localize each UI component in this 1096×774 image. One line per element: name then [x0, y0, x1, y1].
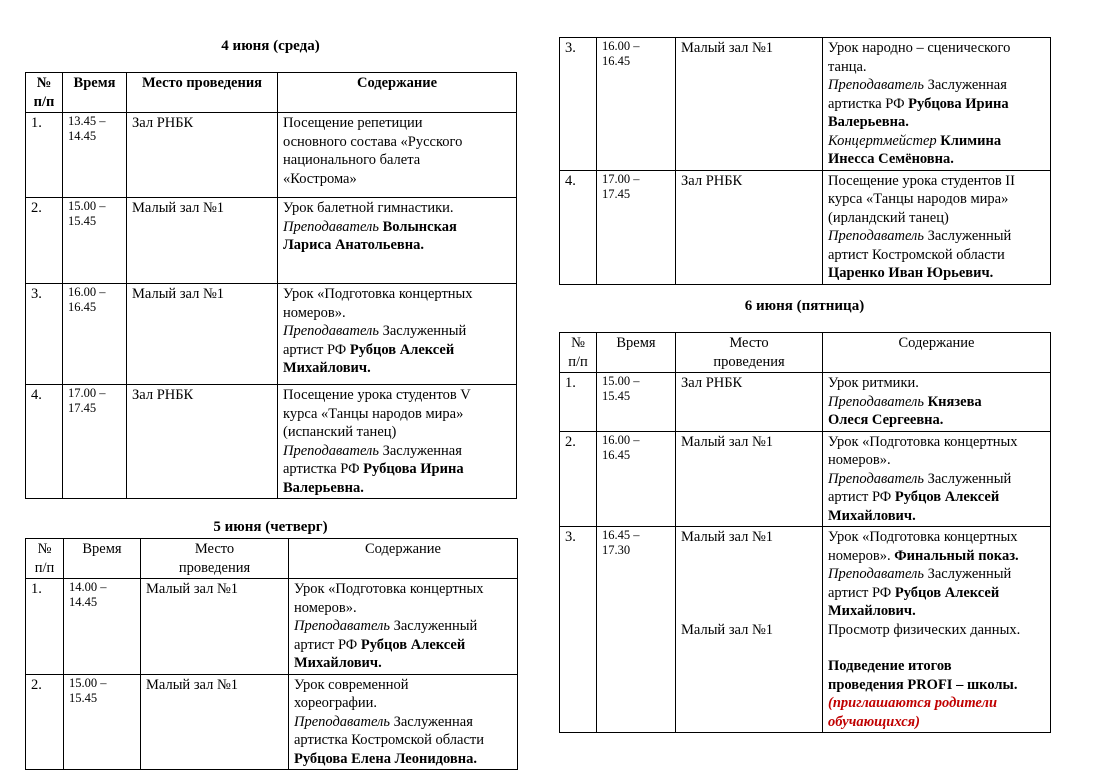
table-row: [26, 284, 517, 385]
row-place: Зал РНБК: [127, 385, 278, 499]
header-content: Содержание: [278, 73, 517, 113]
row-place: Малый зал №1: [141, 579, 289, 675]
row-content: Урок «Подготовка концертных номеров». Преподаватель Заслуженный артист РФ Рубцов Алексей Михайлович.: [289, 579, 518, 675]
row-place: Зал РНБК: [676, 170, 823, 284]
row-time: 17.00 – 17.45: [597, 170, 676, 284]
schedule-table-june-5: [25, 538, 518, 770]
header-content: Содержание: [289, 539, 518, 579]
row-time: 16.00 – 16.45: [597, 38, 676, 171]
row-place-second: Малый зал №1: [681, 621, 774, 638]
row-time: 16.00 – 16.45: [597, 431, 676, 527]
row-number: 1.: [26, 113, 63, 198]
row-content: Урок балетной гимнастики. Преподаватель Волынская Лариса Анатольевна.: [278, 198, 517, 284]
row-place: Малый зал №1: [676, 38, 823, 171]
header-num: № п/п: [560, 333, 597, 373]
header-num: № п/п: [26, 539, 64, 579]
table-row: [26, 113, 517, 198]
row-place: Малый зал №1: [127, 284, 278, 385]
row-content: Посещение репетиции основного состава «Русского национального балета «Кострома»: [278, 113, 517, 198]
row-content: Урок ритмики. Преподаватель Князева Олеся Сергеевна.: [823, 373, 1051, 432]
schedule-table-june-5-continued: [559, 37, 1051, 285]
row-content: Урок «Подготовка концертных номеров». Преподаватель Заслуженный артист РФ Рубцов Алексей Михайлович.: [823, 431, 1051, 527]
table-row: [560, 170, 1051, 284]
row-number: 1.: [560, 373, 597, 432]
row-number: 1.: [26, 579, 64, 675]
row-place: Малый зал №1: [127, 198, 278, 284]
table-header-row: [560, 333, 1051, 373]
header-time: Время: [64, 539, 141, 579]
heading-june-6: 6 июня (пятница): [744, 298, 865, 314]
row-place: Малый зал №1: [141, 674, 289, 770]
header-content: Содержание: [823, 333, 1051, 373]
row-content: Урок современной хореографии. Преподаватель Заслуженная артистка Костромской области Рубцова Елена Леонидовна.: [289, 674, 518, 770]
row-number: 3.: [560, 38, 597, 171]
header-time: Время: [597, 333, 676, 373]
row-time: 16.00 – 16.45: [63, 284, 127, 385]
table-row: [26, 198, 517, 284]
row-number: 3.: [560, 527, 597, 733]
row-time: 15.00 – 15.45: [63, 198, 127, 284]
table-row: [560, 38, 1051, 171]
table-row: [26, 674, 518, 770]
row-number: 3.: [26, 284, 63, 385]
heading-june-5: 5 июня (четверг): [213, 519, 328, 535]
header-place: Место проведения: [141, 539, 289, 579]
table-row: [560, 431, 1051, 527]
heading-june-4: 4 июня (среда): [221, 38, 320, 54]
row-time: 15.00 – 15.45: [64, 674, 141, 770]
header-place: Место проведения: [676, 333, 823, 373]
row-time: 17.00 – 17.45: [63, 385, 127, 499]
table-header-row: [26, 539, 518, 579]
row-number: 4.: [26, 385, 63, 499]
parents-invited-note-cont: обучающихся): [828, 713, 920, 730]
row-place: Малый зал №1: [676, 431, 823, 527]
row-time: 13.45 – 14.45: [63, 113, 127, 198]
schedule-table-june-4: [25, 72, 517, 499]
row-number: 2.: [26, 674, 64, 770]
table-row: [26, 385, 517, 499]
row-time: 14.00 – 14.45: [64, 579, 141, 675]
row-number: 2.: [560, 431, 597, 527]
row-content: Урок народно – сценического танца. Преподаватель Заслуженная артистка РФ Рубцова Ирина Валерьевна. Концертмейстер Климина Инесса Семёновна.: [823, 38, 1051, 171]
row-number: 4.: [560, 170, 597, 284]
row-content: Посещение урока студентов II курса «Танцы народов мира» (ирландский танец) Преподаватель Заслуженный артист Костромской области Царенко Иван Юрьевич.: [823, 170, 1051, 284]
parents-invited-note: (приглашаются родители: [828, 695, 998, 711]
table-row: [560, 373, 1051, 432]
table-row: [26, 579, 518, 675]
header-num: № п/п: [26, 73, 63, 113]
row-number: 2.: [26, 198, 63, 284]
row-content: Урок «Подготовка концертных номеров». Преподаватель Заслуженный артист РФ Рубцов Алексей Михайлович.: [278, 284, 517, 385]
row-content: Урок «Подготовка концертных номеров». Финальный показ. Преподаватель Заслуженный артист РФ Рубцов Алексей Михайлович. Просмотр физических данных. Подведение итогов проведения PROFI – школы. (приглашаются родители обучающихся): [823, 527, 1051, 733]
header-place: Место проведения: [127, 73, 278, 113]
table-header-row: [26, 73, 517, 113]
header-time: Время: [63, 73, 127, 113]
row-place: Малый зал №1 Малый зал №1: [676, 527, 823, 733]
schedule-table-june-6: [559, 332, 1051, 733]
row-content: Посещение урока студентов V курса «Танцы народов мира» (испанский танец) Преподаватель Заслуженная артистка РФ Рубцова Ирина Валерьевна.: [278, 385, 517, 499]
row-place: Зал РНБК: [676, 373, 823, 432]
row-place: Зал РНБК: [127, 113, 278, 198]
row-time: 16.45 – 17.30: [597, 527, 676, 733]
table-row: [560, 527, 1051, 733]
row-time: 15.00 – 15.45: [597, 373, 676, 432]
